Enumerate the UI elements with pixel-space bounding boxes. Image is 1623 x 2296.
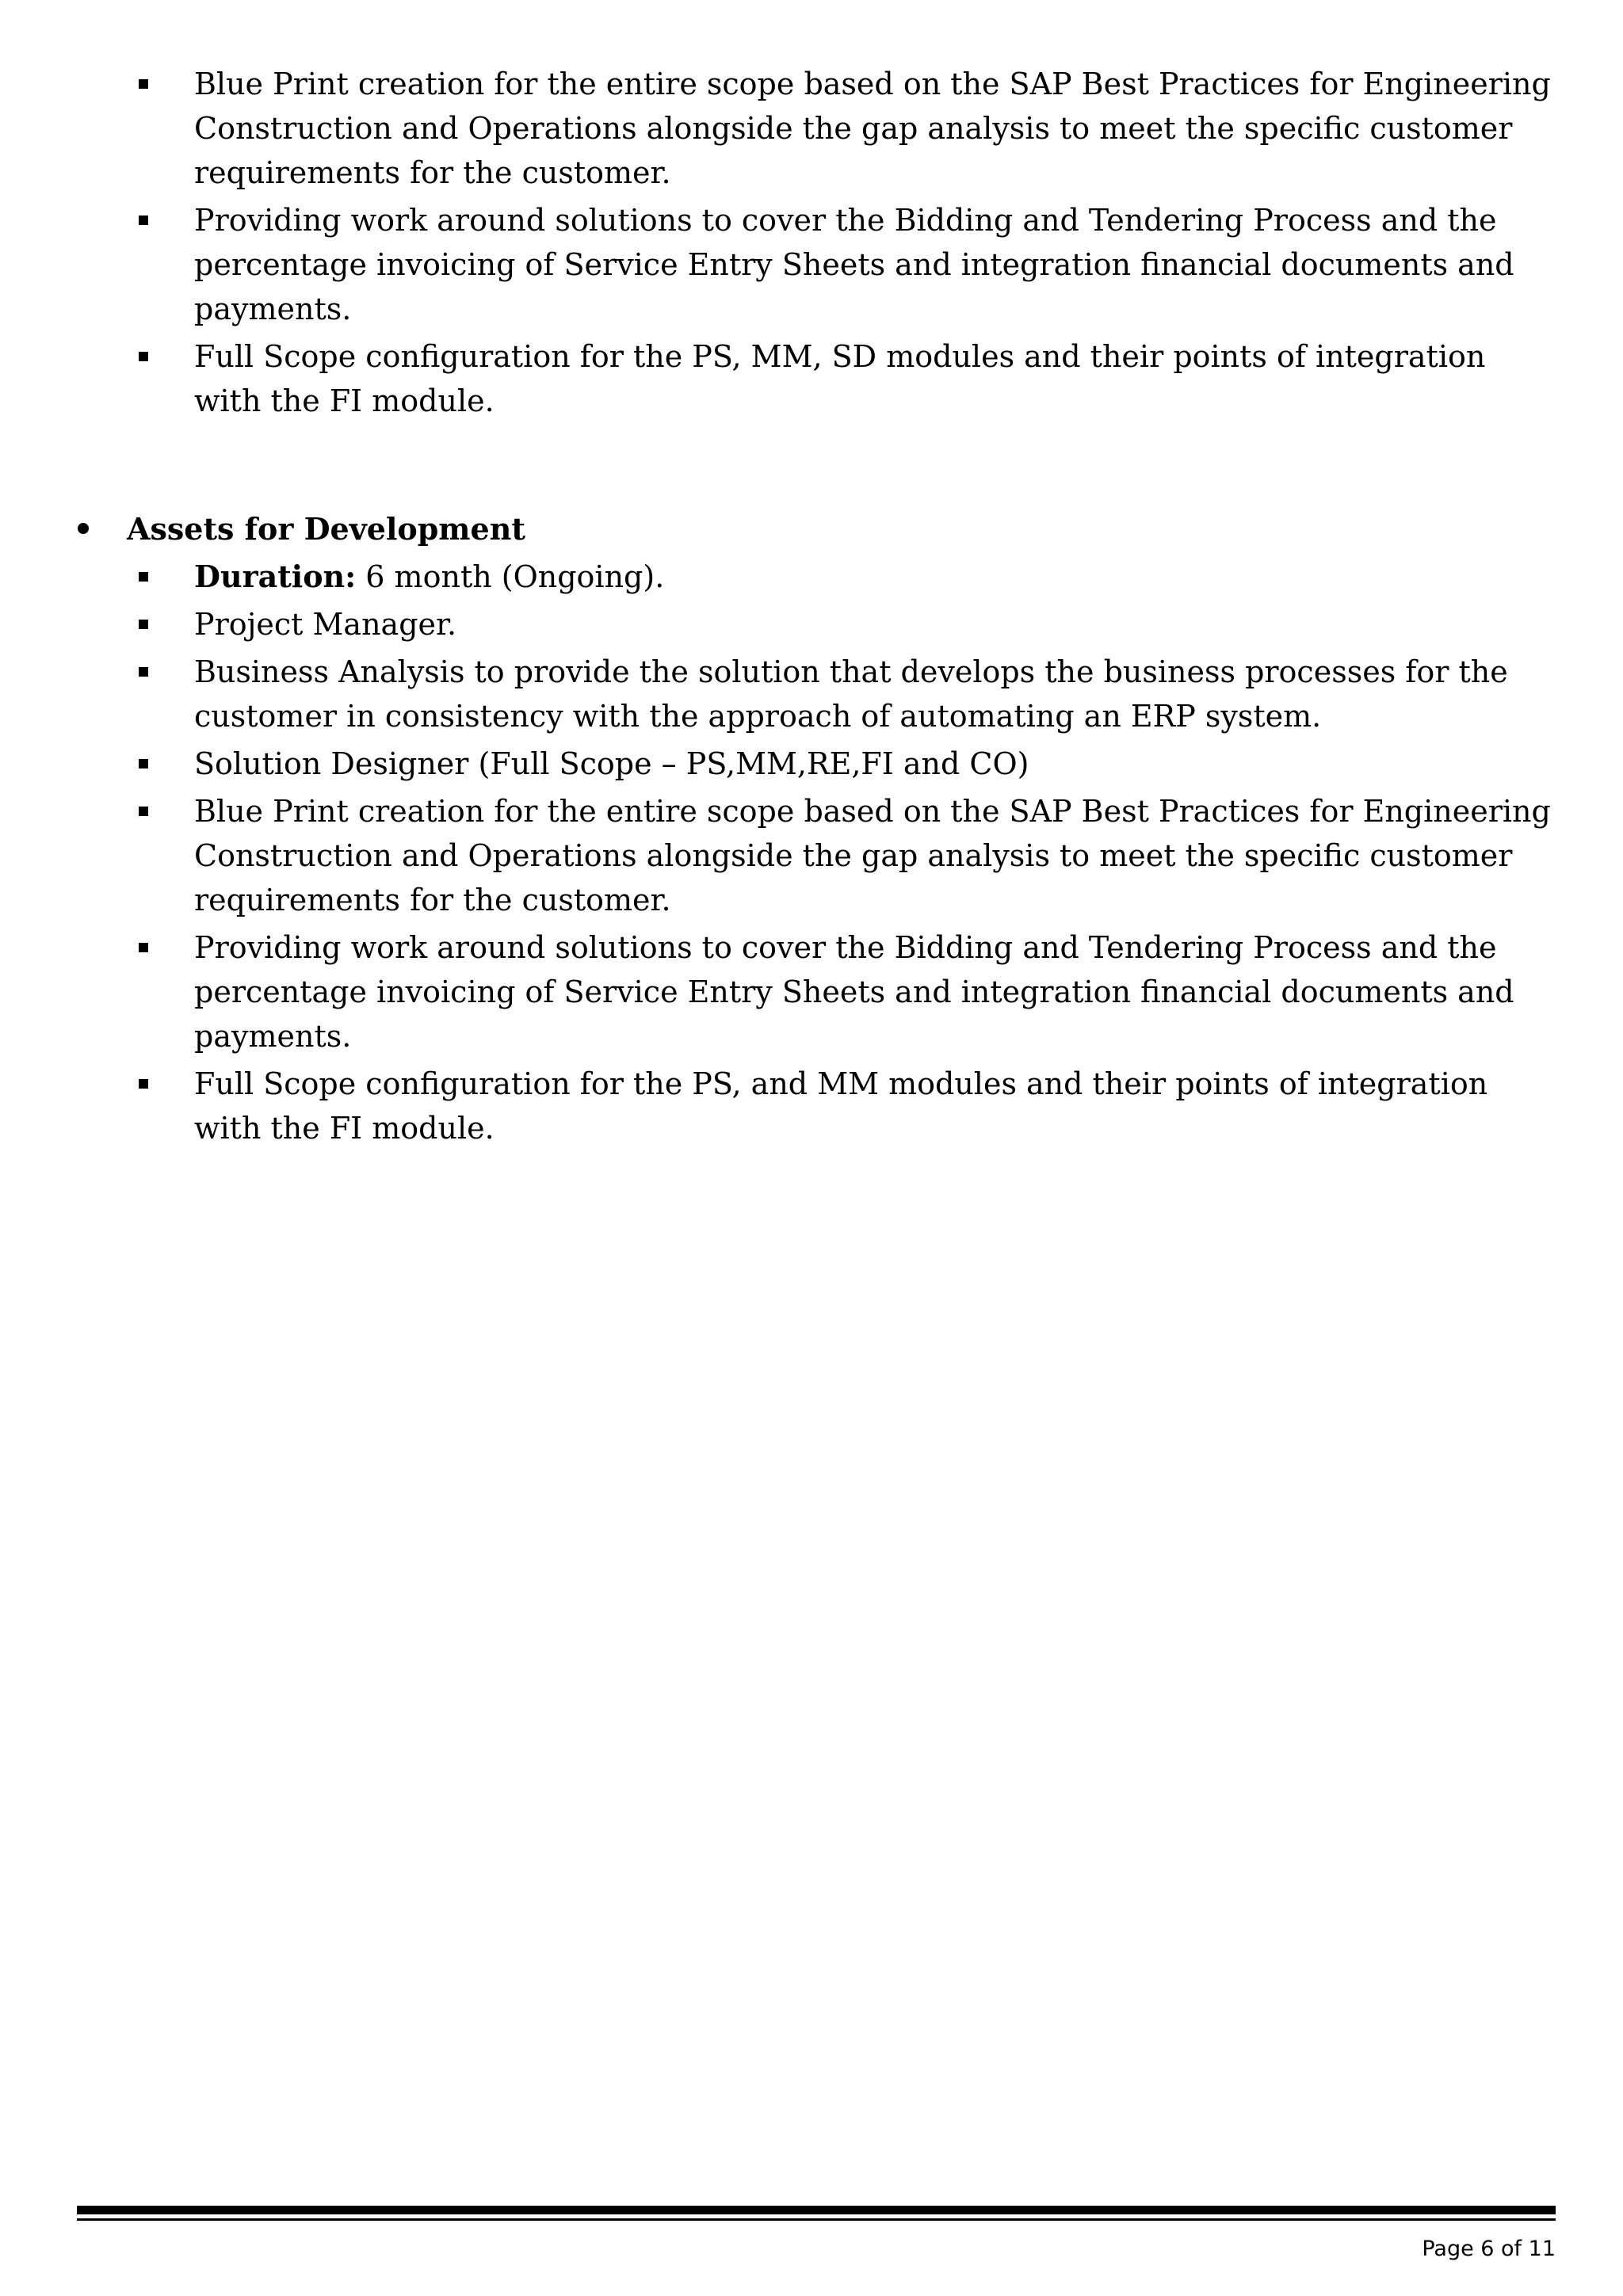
footer-divider-thick bbox=[77, 2206, 1556, 2214]
square-bullet-icon bbox=[139, 352, 148, 361]
list-item-text: Blue Print creation for the entire scope based on the SAP Best Practices for Engineering Construction and Operations alongside the gap analysis to meet the specific customer requirements for the customer. bbox=[194, 794, 1551, 917]
square-bullet-icon bbox=[139, 215, 148, 225]
square-bullet-icon bbox=[139, 79, 148, 89]
square-bullet-icon bbox=[139, 943, 148, 952]
list-item bbox=[0, 789, 1623, 922]
list-item-text: Blue Print creation for the entire scope based on the SAP Best Practices for Engineering Construction and Operations alongside the gap analysis to meet the specific customer requirements for the customer. bbox=[194, 67, 1551, 190]
duration-label: Duration: bbox=[194, 559, 357, 594]
page-number: Page 6 of 11 bbox=[1422, 2237, 1556, 2261]
section-heading bbox=[0, 507, 1623, 551]
list-item-text: Providing work around solutions to cover the Bidding and Tendering Process and the percentage invoicing of Service Entry Sheets and integration financial documents and payments. bbox=[194, 930, 1514, 1054]
square-bullet-icon bbox=[139, 620, 148, 629]
square-bullet-icon bbox=[139, 667, 148, 677]
second-section-list bbox=[0, 555, 1623, 1150]
list-item bbox=[0, 334, 1623, 423]
square-bullet-icon bbox=[139, 807, 148, 816]
list-item bbox=[0, 62, 1623, 195]
list-item-text: Full Scope configuration for the PS, and MM modules and their points of integration with the FI module. bbox=[194, 1066, 1488, 1146]
list-item-text: Solution Designer (Full Scope – PS,MM,RE,FI and CO) bbox=[194, 746, 1029, 781]
list-item-text: Full Scope configuration for the PS, MM, SD modules and their points of integration with the FI module. bbox=[194, 339, 1486, 418]
list-item bbox=[0, 198, 1623, 331]
assets-for-development-section bbox=[0, 507, 1623, 1154]
list-item bbox=[0, 925, 1623, 1058]
list-item-text: Project Manager. bbox=[194, 607, 457, 642]
list-item bbox=[0, 650, 1623, 738]
square-bullet-icon bbox=[139, 759, 148, 769]
list-item-duration bbox=[0, 555, 1623, 599]
disc-bullet-icon bbox=[78, 523, 89, 534]
square-bullet-icon bbox=[139, 1079, 148, 1089]
square-bullet-icon bbox=[139, 572, 148, 582]
section-title: Assets for Development bbox=[127, 511, 525, 547]
first-section-list bbox=[0, 62, 1623, 426]
list-item bbox=[0, 742, 1623, 786]
list-item-text: Providing work around solutions to cover the Bidding and Tendering Process and the percentage invoicing of Service Entry Sheets and integration financial documents and payments. bbox=[194, 203, 1514, 326]
list-item bbox=[0, 1062, 1623, 1150]
footer-divider-thin bbox=[77, 2218, 1556, 2221]
list-item bbox=[0, 602, 1623, 646]
duration-value: 6 month (Ongoing). bbox=[356, 559, 665, 594]
list-item-text: Business Analysis to provide the solution that develops the business processes for the customer in consistency with the approach of automating an ERP system. bbox=[194, 654, 1508, 734]
